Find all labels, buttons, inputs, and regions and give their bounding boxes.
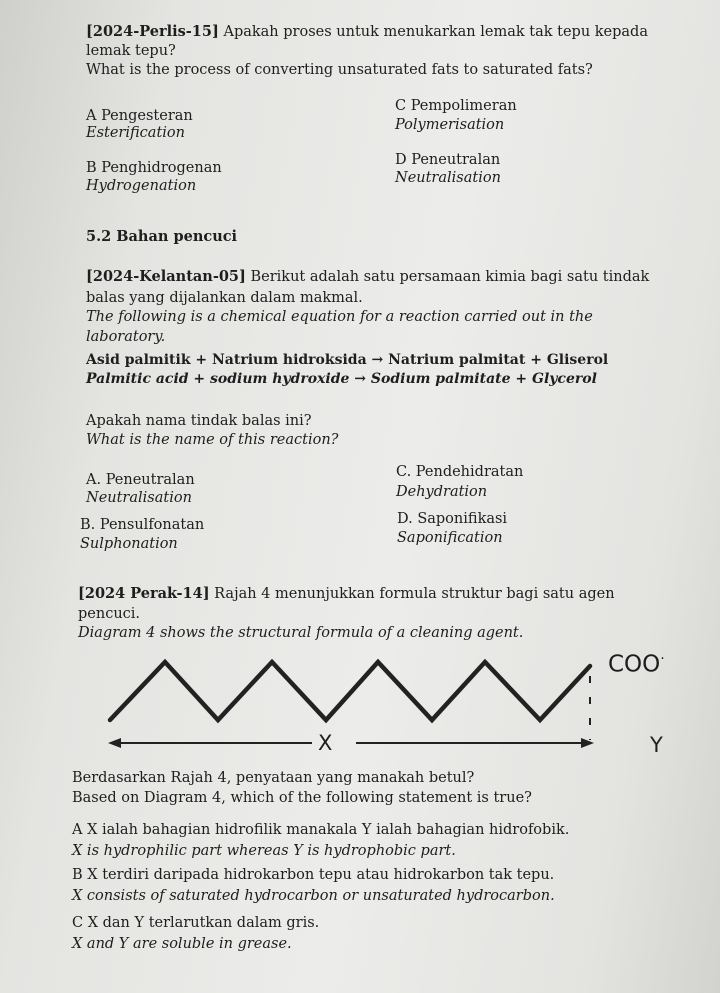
- q1-option-c-en: Polymerisation: [395, 117, 505, 133]
- q2-option-b-en: Sulphonation: [80, 536, 178, 552]
- q2-stem-en-2: laboratory.: [86, 329, 166, 345]
- q2-ref: [2024-Kelantan-05]: [86, 268, 246, 285]
- head-label: [608, 646, 665, 678]
- q1-ref: [2024-Perlis-15]: [86, 23, 219, 40]
- q3-option-b-en: X consists of saturated hydrocarbon or unsaturated hydrocarbon.: [72, 888, 555, 904]
- q3-ask-ms: Berdasarkan Rajah 4, penyataan yang manakah betul?: [72, 770, 475, 786]
- section-title: 5.2 Bahan pencuci: [86, 228, 238, 245]
- q2-option-c-ms: C. Pendehidratan: [396, 464, 524, 480]
- q2-equation-en: Palmitic acid + sodium hydroxide → Sodium palmitate + Glycerol: [86, 371, 597, 387]
- q2-ask-ms: Apakah nama tindak balas ini?: [86, 413, 312, 429]
- q2-option-c-en: Dehydration: [396, 484, 488, 500]
- head-label-text: COO: [608, 651, 661, 678]
- q2-stem-en-1: The following is a chemical equation for a reaction carried out in the: [86, 309, 593, 325]
- q2-option-a-en: Neutralisation: [86, 490, 192, 506]
- x-arrow-right-head: [581, 738, 594, 748]
- q1-stem-ms-1: Apakah proses untuk menukarkan lemak tak tepu kepada: [223, 24, 648, 40]
- q2-stem-ms-2: balas yang dijalankan dalam makmal.: [86, 290, 363, 306]
- q3-option-a-ms: A X ialah bahagian hidrofilik manakala Y ialah bahagian hidrofobik.: [72, 822, 570, 838]
- q3-ask-en: Based on Diagram 4, which of the following statement is true?: [72, 790, 532, 806]
- q3-stem-ms-1: Rajah 4 menunjukkan formula struktur bagi satu agen: [214, 586, 615, 602]
- q1-stem-ms-2: lemak tepu?: [86, 43, 176, 59]
- q2-option-a-ms: A. Peneutralan: [86, 472, 195, 488]
- q1-option-a-ms: A Pengesteran: [86, 108, 193, 124]
- q2-option-d-ms: D. Saponifikasi: [397, 511, 508, 527]
- q3-stem-ms-2: pencuci.: [78, 606, 141, 622]
- q3-option-b-ms: B X terdiri daripada hidrokarbon tepu atau hidrokarbon tak tepu.: [72, 867, 555, 883]
- q3-ref: [2024 Perak-14]: [78, 585, 210, 602]
- q2-ask-en: What is the name of this reaction?: [86, 432, 339, 448]
- q3-option-a-en: X is hydrophilic part whereas Y is hydrophobic part.: [72, 843, 456, 859]
- x-arrow-left-head: [108, 738, 121, 748]
- x-label: X: [318, 731, 333, 755]
- q2-option-d-en: Saponification: [397, 530, 503, 546]
- hydrocarbon-tail-zigzag: [110, 662, 590, 720]
- q1-option-a-en: Esterification: [86, 125, 185, 141]
- y-label: Y: [650, 733, 663, 757]
- q1-option-b-en: Hydrogenation: [86, 178, 197, 194]
- q1-option-b-ms: B Penghidrogenan: [86, 160, 222, 176]
- q2-equation-ms: Asid palmitik + Natrium hidroksida → Natrium palmitat + Gliserol: [86, 352, 609, 368]
- head-charge: ·: [660, 651, 665, 667]
- q1-stem-en: What is the process of converting unsaturated fats to saturated fats?: [86, 62, 593, 78]
- q2-stem-ms-1: Berikut adalah satu persamaan kimia bagi satu tindak: [250, 269, 650, 285]
- q3-option-c-en: X and Y are soluble in grease.: [72, 936, 292, 952]
- q1-option-d-ms: D Peneutralan: [395, 152, 501, 168]
- q3-stem-en: Diagram 4 shows the structural formula of a cleaning agent.: [78, 625, 524, 641]
- q1-option-d-en: Neutralisation: [395, 170, 501, 186]
- q3-option-c-ms: C X dan Y terlarutkan dalam gris.: [72, 915, 320, 931]
- q2-option-b-ms: B. Pensulfonatan: [80, 517, 205, 533]
- q1-option-c-ms: C Pempolimeran: [395, 98, 517, 114]
